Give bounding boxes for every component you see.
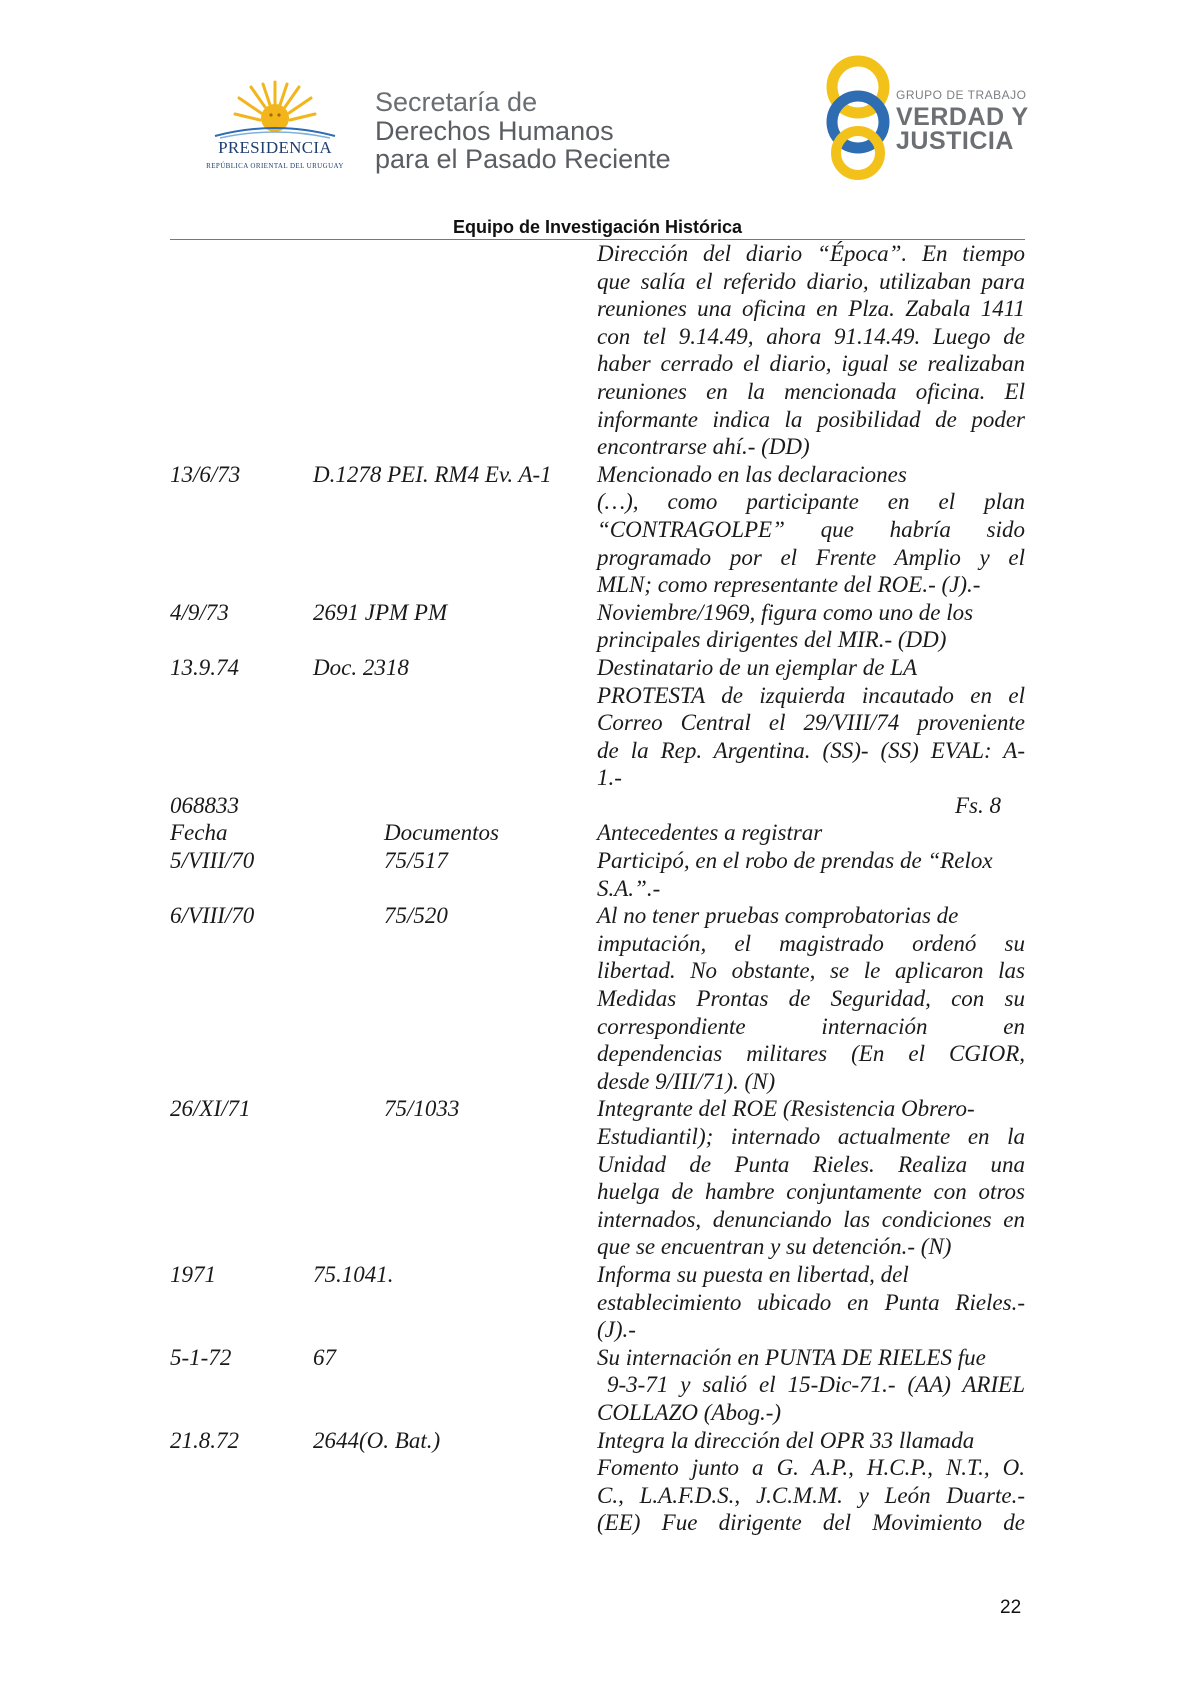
text-line: C., L.A.F.D.S., J.C.M.M. y León Duarte.-: [597, 1482, 1025, 1508]
text-line: huelga de hambre conjuntamente con otros: [597, 1179, 1025, 1205]
text-line: Al no tener pruebas comprobatorias de: [597, 903, 959, 929]
continuation-entry: [0, 240, 1190, 461]
text-line: reuniones en la mencionada oficina. El: [597, 378, 1025, 404]
record-row: [0, 1427, 1190, 1537]
header-antecedentes: Antecedentes a registrar: [597, 820, 823, 846]
record-document: 2691 JPM PM: [313, 599, 448, 625]
text-line: Integrante del ROE (Resistencia Obrero-: [597, 1096, 975, 1122]
text-line: S.A.”.-: [597, 875, 661, 901]
presidencia-wordmark: PRESIDENCIA: [218, 138, 332, 157]
text-line: 1.-: [597, 765, 622, 791]
record-text: [597, 1095, 1025, 1261]
record-row: [0, 654, 1190, 792]
record-text: [597, 1344, 1025, 1427]
record-text: [597, 1261, 1025, 1344]
presidencia-subtitle: REPÚBLICA ORIENTAL DEL URUGUAY: [206, 162, 344, 170]
record-document: 75/520: [384, 903, 448, 929]
text-line: establecimiento ubicado en Punta Rieles.-: [597, 1289, 1025, 1315]
text-line: Unidad de Punta Rieles. Realiza una: [597, 1151, 1025, 1177]
sun-emblem-icon: [195, 80, 355, 140]
record-text: [597, 1427, 1025, 1537]
text-line: Integra la dirección del OPR 33 llamada: [597, 1427, 975, 1453]
text-line: informante indica la posibilidad de poder: [597, 406, 1025, 432]
text-line: Fomento junto a G. A.P., H.C.P., N.T., O.: [597, 1455, 1025, 1481]
text-line: Participó, en el robo de prendas de “Relox: [597, 848, 993, 874]
record-row: [0, 847, 1190, 902]
text-line: encontrarse ahí.- (DD): [597, 434, 810, 460]
text-line: Dirección del diario “Época”. En tiempo: [597, 241, 1025, 266]
text-line: Medidas Prontas de Seguridad, con su: [597, 986, 1025, 1012]
record-document: 2644(O. Bat.): [313, 1427, 441, 1453]
record-row: [0, 902, 1190, 1095]
record-row: [0, 1095, 1190, 1261]
text-line: (EE) Fue dirigente del Movimiento de: [597, 1510, 1025, 1536]
text-line: MLN; como representante del ROE.- (J).-: [597, 572, 981, 598]
record-text: [597, 847, 1025, 902]
text-line: correspondiente internación en: [597, 1013, 1025, 1039]
record-date: 26/XI/71: [170, 1096, 251, 1122]
gtvj-line-2: VERDAD Y: [896, 103, 1029, 131]
presidencia-logo: [195, 80, 355, 180]
text-line: libertad. No obstante, se le aplicaron las: [597, 958, 1025, 984]
text-line: Noviembre/1969, figura como uno de los: [597, 599, 974, 625]
text-line: programado por el Frente Amplio y el: [597, 544, 1025, 570]
header-documentos: Documentos: [384, 820, 499, 846]
text-line: Mencionado en las declaraciones: [597, 461, 907, 487]
text-line: desde 9/III/71). (N): [597, 1068, 776, 1094]
verdad-justicia-logo: [820, 55, 1030, 180]
record-text: [597, 461, 1025, 599]
record-document: 67: [313, 1344, 336, 1370]
record-date: 21.8.72: [170, 1427, 239, 1453]
header-fecha: Fecha: [170, 820, 228, 846]
text-line: internados, denunciando las condiciones en: [597, 1206, 1025, 1232]
text-line: haber cerrado el diario, igual se realizaban: [597, 351, 1025, 377]
page-header: [0, 0, 1190, 240]
page-number: 22: [1000, 1597, 1022, 1618]
document-body: [0, 240, 1190, 1537]
text-line: Informa su puesta en libertad, del: [597, 1261, 909, 1287]
record-row: [0, 461, 1190, 599]
file-reference-row: [0, 792, 1190, 820]
text-line: PROTESTA de izquierda incautado en el: [597, 682, 1025, 708]
record-date: 5-1-72: [170, 1344, 232, 1370]
gtvj-line-1: GRUPO DE TRABAJO: [896, 88, 1027, 102]
record-row: [0, 1261, 1190, 1344]
record-row: [0, 1344, 1190, 1427]
secretaria-line-3: para el Pasado Reciente: [375, 144, 671, 174]
text-line: Correo Central el 29/VIII/74 proveniente: [597, 710, 1025, 736]
text-line: dependencias militares (En el CGIOR,: [597, 1041, 1025, 1067]
table-header-row: [0, 819, 1190, 847]
text-line: imputación, el magistrado ordenó su: [597, 930, 1025, 956]
text-line: que salía el referido diario, utilizaban para: [597, 268, 1025, 294]
record-document: 75/1033: [384, 1096, 460, 1122]
file-number: 068833: [170, 792, 239, 818]
gtvj-line-3: JUSTICIA: [896, 127, 1014, 155]
folio-label: Fs. 8: [955, 792, 1001, 818]
record-date: 13.9.74: [170, 654, 239, 680]
record-date: 1971: [170, 1261, 216, 1287]
text-line: con tel 9.14.49, ahora 91.14.49. Luego de: [597, 323, 1025, 349]
record-date: 6/VIII/70: [170, 903, 255, 929]
text-line: de la Rep. Argentina. (SS)- (SS) EVAL: A-: [597, 737, 1025, 763]
text-line: reuniones una oficina en Plza. Zabala 1411: [597, 296, 1025, 322]
secretaria-line-2: Derechos Humanos: [375, 116, 614, 146]
linked-rings-icon: [820, 55, 896, 180]
text-line: “CONTRAGOLPE” que habría sido: [597, 516, 1025, 542]
record-date: 5/VIII/70: [170, 848, 255, 874]
secretaria-line-1: Secretaría de: [375, 87, 538, 117]
record-text: [597, 902, 1025, 1095]
text-line: Estudiantil); internado actualmente en la: [597, 1124, 1025, 1149]
record-document: 75.1041.: [313, 1261, 394, 1287]
text-line: que se encuentran y su detención.- (N): [597, 1234, 952, 1260]
record-document: Doc. 2318: [313, 654, 409, 680]
secretaria-wordmark: [375, 88, 671, 173]
text-line: (…), como participante en el plan: [597, 489, 1025, 515]
record-date: 4/9/73: [170, 599, 229, 625]
record-text: [597, 654, 1025, 792]
text-line: (J).-: [597, 1317, 636, 1343]
record-row: [0, 599, 1190, 654]
text-line: Destinatario de un ejemplar de LA: [597, 654, 918, 680]
text-line: Su internación en PUNTA DE RIELES fue: [597, 1344, 986, 1370]
record-date: 13/6/73: [170, 461, 241, 487]
record-document: D.1278 PEI. RM4 Ev. A-1: [313, 461, 552, 487]
entry-text: [597, 240, 1025, 461]
team-title: Equipo de Investigación Histórica: [452, 217, 743, 237]
record-document: 75/517: [384, 848, 448, 874]
text-line: COLLAZO (Abog.-): [597, 1399, 782, 1425]
text-line: 9-3-71 y salió el 15-Dic-71.- (AA) ARIEL: [607, 1372, 1025, 1398]
text-line: principales dirigentes del MIR.- (DD): [597, 627, 947, 653]
record-text: [597, 599, 1025, 654]
